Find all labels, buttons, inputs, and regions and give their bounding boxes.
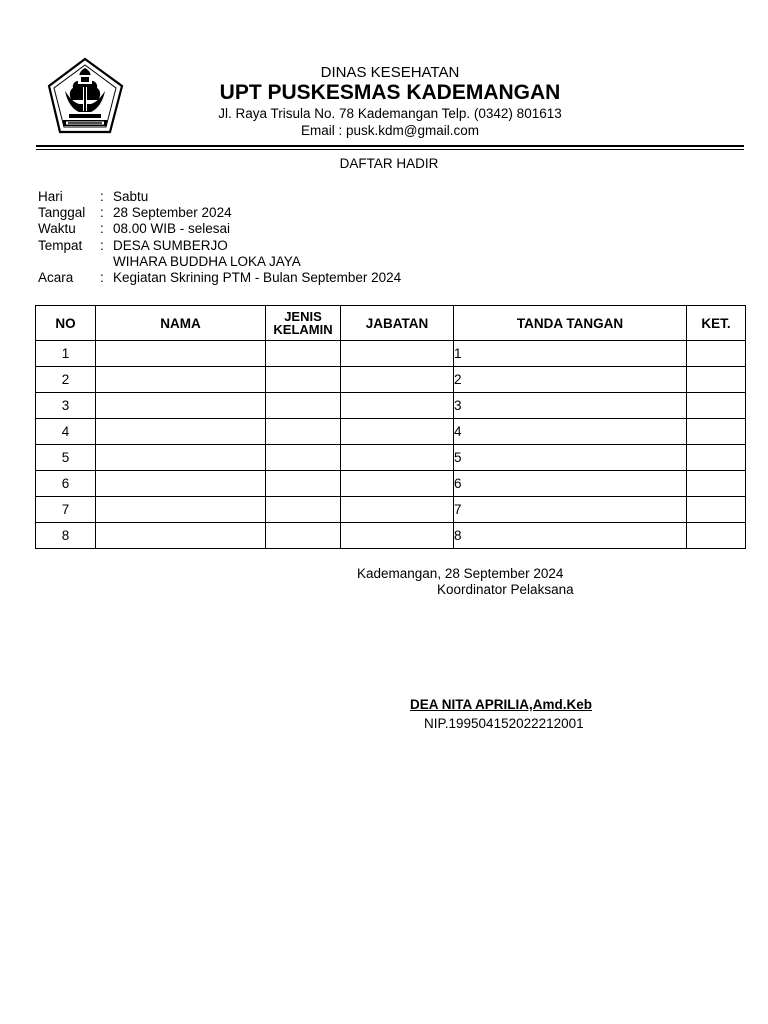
detail-label: Tempat xyxy=(38,238,83,253)
signature-place-date: Kademangan, 28 September 2024 xyxy=(357,566,564,581)
column-header-jenis-kelamin xyxy=(266,306,341,341)
cell-ket xyxy=(687,445,746,471)
table-header-row xyxy=(36,306,746,341)
detail-colon: : xyxy=(100,270,104,285)
detail-value: Kegiatan Skrining PTM - Bulan September 2024 xyxy=(113,270,402,285)
cell-nama xyxy=(96,419,266,445)
table-row xyxy=(36,497,746,523)
cell-jabatan xyxy=(341,497,454,523)
cell-jenis-kelamin xyxy=(266,367,341,393)
kabupaten-blitar-emblem xyxy=(47,57,124,134)
table-row xyxy=(36,393,746,419)
attendance-table xyxy=(35,305,746,549)
cell-tanda-tangan: 6 xyxy=(454,471,687,497)
cell-nama xyxy=(96,393,266,419)
cell-nama xyxy=(96,445,266,471)
cell-tanda-tangan: 1 xyxy=(454,341,687,367)
cell-tanda-tangan: 5 xyxy=(454,445,687,471)
detail-value: WIHARA BUDDHA LOKA JAYA xyxy=(113,254,301,269)
cell-nama xyxy=(96,523,266,549)
detail-colon: : xyxy=(100,221,104,236)
institution-email: Email : pusk.kdm@gmail.com xyxy=(301,123,479,138)
column-header-kelamin: KELAMIN xyxy=(273,322,333,337)
cell-jabatan xyxy=(341,367,454,393)
cell-no: 1 xyxy=(36,341,96,367)
cell-no: 6 xyxy=(36,471,96,497)
cell-tanda-tangan: 8 xyxy=(454,523,687,549)
cell-ket xyxy=(687,367,746,393)
cell-nama xyxy=(96,497,266,523)
column-header-tanda-tangan: TANDA TANGAN xyxy=(454,306,687,341)
cell-jenis-kelamin xyxy=(266,393,341,419)
cell-no: 7 xyxy=(36,497,96,523)
cell-jenis-kelamin xyxy=(266,419,341,445)
cell-jenis-kelamin xyxy=(266,445,341,471)
column-header-jenis: JENIS xyxy=(284,309,322,324)
cell-no: 8 xyxy=(36,523,96,549)
cell-jabatan xyxy=(341,445,454,471)
cell-jabatan xyxy=(341,471,454,497)
cell-nama xyxy=(96,367,266,393)
cell-jabatan xyxy=(341,419,454,445)
letterhead-divider-thick xyxy=(36,145,744,147)
table-row xyxy=(36,445,746,471)
detail-colon: : xyxy=(100,205,104,220)
cell-nama xyxy=(96,341,266,367)
cell-nama xyxy=(96,471,266,497)
table-row xyxy=(36,367,746,393)
detail-value: 28 September 2024 xyxy=(113,205,232,220)
letterhead-divider-thin xyxy=(36,149,744,150)
detail-value: Sabtu xyxy=(113,189,149,204)
detail-value: 08.00 WIB - selesai xyxy=(113,221,231,236)
column-header-jabatan: JABATAN xyxy=(341,306,454,341)
cell-tanda-tangan: 4 xyxy=(454,419,687,445)
table-row xyxy=(36,523,746,549)
cell-ket xyxy=(687,419,746,445)
cell-ket xyxy=(687,523,746,549)
cell-tanda-tangan: 2 xyxy=(454,367,687,393)
signature-role: Koordinator Pelaksana xyxy=(437,582,574,597)
cell-ket xyxy=(687,471,746,497)
column-header-nama: NAMA xyxy=(96,306,266,341)
cell-jabatan xyxy=(341,393,454,419)
cell-jenis-kelamin xyxy=(266,341,341,367)
agency-name: DINAS KESEHATAN xyxy=(320,64,460,81)
detail-label: Tanggal xyxy=(38,205,86,220)
detail-colon: : xyxy=(100,238,104,253)
detail-colon: : xyxy=(100,189,104,204)
column-header-ket: KET. xyxy=(687,306,746,341)
cell-tanda-tangan: 7 xyxy=(454,497,687,523)
table-row xyxy=(36,419,746,445)
detail-label: Hari xyxy=(38,189,63,204)
cell-jenis-kelamin xyxy=(266,497,341,523)
detail-value: DESA SUMBERJO xyxy=(113,238,228,253)
cell-no: 4 xyxy=(36,419,96,445)
cell-no: 5 xyxy=(36,445,96,471)
document-title: DAFTAR HADIR xyxy=(339,156,439,171)
detail-label: Waktu xyxy=(38,221,76,236)
cell-jabatan xyxy=(341,523,454,549)
cell-ket xyxy=(687,393,746,419)
cell-jabatan xyxy=(341,341,454,367)
cell-no: 2 xyxy=(36,367,96,393)
signatory-name: DEA NITA APRILIA,Amd.Keb xyxy=(410,697,592,712)
institution-address: Jl. Raya Trisula No. 78 Kademangan Telp. (0342) 801613 xyxy=(218,106,562,121)
cell-jenis-kelamin xyxy=(266,471,341,497)
cell-ket xyxy=(687,341,746,367)
column-header-no: NO xyxy=(36,306,96,341)
institution-name: UPT PUSKESMAS KADEMANGAN xyxy=(219,81,561,104)
cell-tanda-tangan: 3 xyxy=(454,393,687,419)
detail-label: Acara xyxy=(38,270,74,285)
table-row xyxy=(36,341,746,367)
cell-ket xyxy=(687,497,746,523)
cell-jenis-kelamin xyxy=(266,523,341,549)
table-row xyxy=(36,471,746,497)
cell-no: 3 xyxy=(36,393,96,419)
signatory-nip: NIP.199504152022212001 xyxy=(424,716,584,731)
